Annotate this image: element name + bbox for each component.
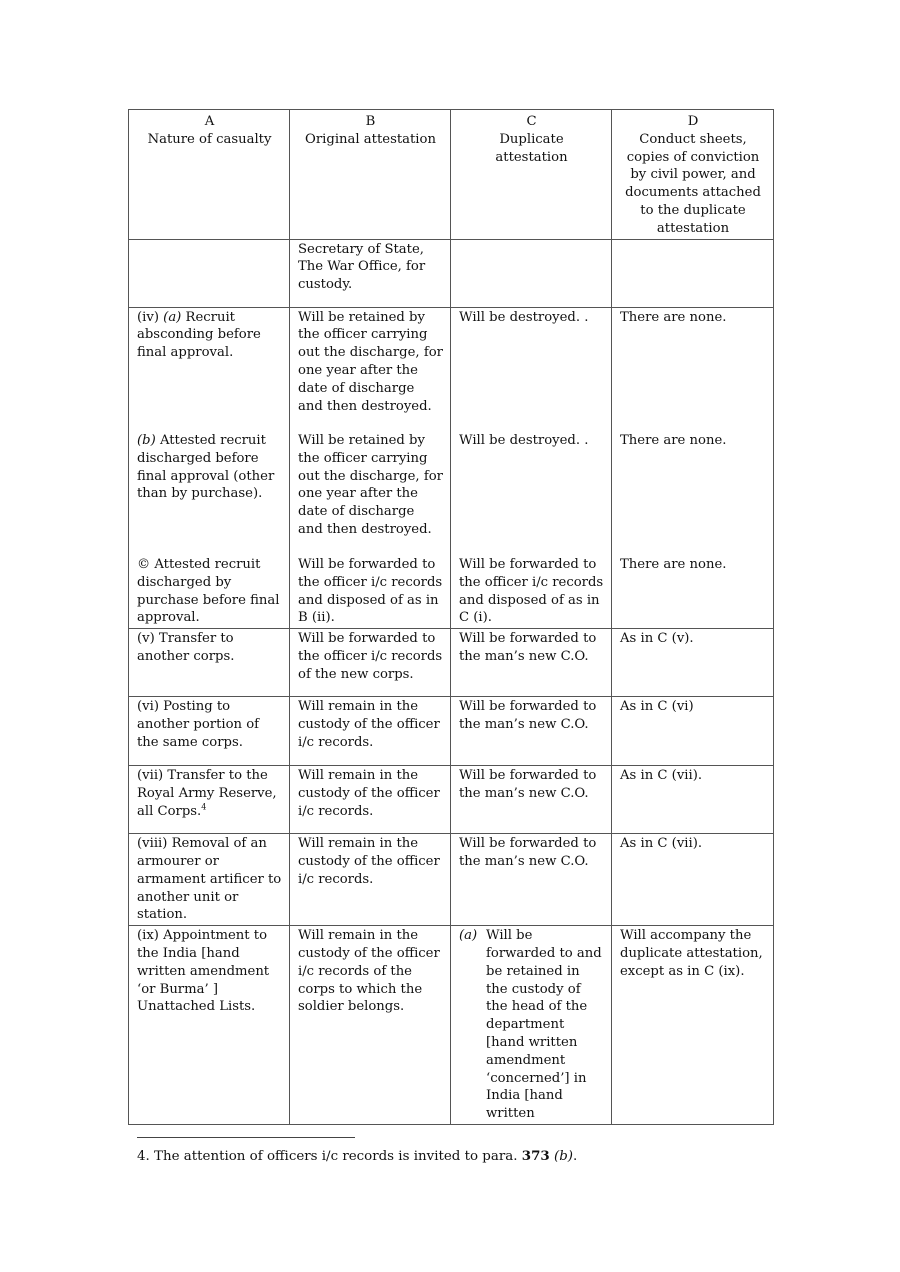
original-viii: Will remain in the custody of the officer i/c records.: [298, 836, 440, 887]
footnote-para-sub: (b): [554, 1149, 574, 1164]
table-cell: [451, 926, 612, 1125]
duplicate-iv-a: Will be destroyed. .: [459, 309, 589, 325]
table-cell: [451, 431, 612, 555]
conduct-viii: As in C (vii).: [620, 836, 703, 852]
table-cell: [612, 697, 774, 766]
table-cell: [451, 697, 612, 766]
duplicate-ix: [459, 927, 604, 1123]
original-vi: Will remain in the custody of the officer i/c records.: [298, 699, 440, 750]
table-cell: [612, 926, 774, 1125]
table-cell: [451, 555, 612, 629]
table-cell: [290, 926, 451, 1125]
column-letter-d: D: [687, 114, 699, 129]
conduct-vi: As in C (vi): [620, 699, 694, 715]
footnote-number: 4.: [137, 1149, 150, 1164]
original-v: Will be forwarded to the officer i/c records of the new corps.: [298, 631, 443, 682]
conduct-iv-a: There are none.: [620, 309, 727, 325]
list-label: (a): [459, 928, 478, 944]
footnote-end: .: [573, 1149, 578, 1164]
table-cell: [612, 307, 774, 431]
table-cell: [290, 834, 451, 926]
continued-original-attestation: Secretary of State, The War Office, for custody.: [298, 241, 426, 293]
footnote: [137, 1147, 577, 1166]
original-vii: Will remain in the custody of the officer i/c records.: [298, 768, 440, 819]
casualty-vii: (vii) Transfer to the Royal Army Reserve, all Corps.$^4$: [137, 768, 277, 819]
conduct-vii: As in C (vii).: [620, 768, 703, 784]
table-row: [129, 555, 774, 629]
table-row: [129, 834, 774, 926]
column-title-b: Original attestation: [305, 131, 436, 147]
duplicate-v: Will be forwarded to the man’s new C.O.: [459, 631, 597, 665]
column-header-a: [129, 110, 290, 240]
conduct-iv-b: There are none.: [620, 433, 727, 449]
original-iv-a: Will be retained by the officer carrying out the discharge, for one year after the date of discharge and then destroyed.: [298, 309, 443, 414]
table-cell: [612, 239, 774, 307]
casualty-ix: (ix) Appointment to the India [hand written amendment ‘or Burma’ ] Unattached Lists.: [137, 928, 270, 1015]
table-cell: [129, 926, 290, 1125]
table-cell: [612, 555, 774, 629]
original-iv-c: Will be forwarded to the officer i/c records and disposed of as in B (ii).: [298, 557, 443, 626]
table-row: [129, 239, 774, 307]
table-cell: [451, 629, 612, 697]
table-cell: [451, 834, 612, 926]
casualty-viii: (viii) Removal of an armourer or armament artificer to another unit or station.: [137, 836, 282, 923]
table-row: [129, 307, 774, 431]
column-letter-a: A: [204, 114, 215, 129]
duplicate-vi: Will be forwarded to the man’s new C.O.: [459, 699, 597, 733]
table-cell: [290, 697, 451, 766]
duplicate-iv-b: Will be destroyed. .: [459, 433, 589, 449]
table-row: [129, 431, 774, 555]
table-header-row: [129, 110, 774, 240]
original-ix: Will remain in the custody of the officer i/c records of the corps to which the soldier belongs.: [298, 928, 440, 1015]
table-cell: [129, 697, 290, 766]
table-cell: [290, 766, 451, 834]
duplicate-ix-text: Will be forwarded to and be retained in the custody of the head of the department [hand written amendment ‘concerned’] in India [hand written: [486, 928, 602, 1122]
table-cell: [612, 629, 774, 697]
table-cell: [129, 834, 290, 926]
table-cell: [451, 766, 612, 834]
casualty-v: (v) Transfer to another corps.: [137, 631, 235, 665]
conduct-ix: Will accompany the duplicate attestation, except as in C (ix).: [620, 928, 763, 979]
column-title-a: Nature of casualty: [147, 131, 272, 147]
table-cell: [290, 431, 451, 555]
casualty-iv-c: © Attested recruit discharged by purchase before final approval.: [137, 557, 280, 626]
table-cell: [129, 431, 290, 555]
table-cell: [129, 555, 290, 629]
table-cell: [290, 555, 451, 629]
footnote-para-number[interactable]: 373: [521, 1148, 550, 1164]
table-cell: [290, 239, 451, 307]
table-cell: [451, 239, 612, 307]
duplicate-viii: Will be forwarded to the man’s new C.O.: [459, 836, 597, 870]
casualty-iv-b: (b) Attested recruit discharged before final approval (other than by purchase).: [137, 433, 275, 502]
table-cell: [612, 766, 774, 834]
footnote-reference[interactable]: 4: [201, 802, 207, 812]
table-row: [129, 766, 774, 834]
table-cell: [129, 629, 290, 697]
column-header-d: [612, 110, 774, 240]
casualty-iv-a: (iv) (a) Recruit absconding before final approval.: [137, 309, 261, 361]
original-iv-b: Will be retained by the officer carrying out the discharge, for one year after the date of discharge and then destroyed.: [298, 433, 443, 538]
casualty-attestation-table: [128, 109, 774, 1125]
footnote-text: The attention of officers i/c records is invited to para.: [154, 1149, 518, 1164]
conduct-iv-c: There are none.: [620, 557, 727, 573]
table-row: [129, 697, 774, 766]
table-cell: [129, 239, 290, 307]
casualty-vi: (vi) Posting to another portion of the same corps.: [137, 699, 260, 750]
duplicate-iv-c: Will be forwarded to the officer i/c records and disposed of as in C (i).: [459, 557, 604, 626]
column-title-d: Conduct sheets, copies of conviction by civil power, and documents attached to the duplicate attestation: [625, 131, 761, 236]
duplicate-vii: Will be forwarded to the man’s new C.O.: [459, 768, 597, 802]
table-cell: [451, 307, 612, 431]
column-letter-c: C: [526, 114, 537, 129]
column-header-c: [451, 110, 612, 240]
table-cell: [290, 307, 451, 431]
table-row: [129, 926, 774, 1125]
table-cell: [129, 307, 290, 431]
table-cell: [612, 431, 774, 555]
conduct-v: As in C (v).: [620, 631, 694, 647]
table-row: [129, 629, 774, 697]
footnote-divider: [137, 1137, 355, 1138]
column-letter-b: B: [365, 114, 376, 129]
column-header-b: [290, 110, 451, 240]
column-title-c: Duplicate attestation: [495, 131, 568, 165]
table-cell: [612, 834, 774, 926]
table-cell: [290, 629, 451, 697]
table-cell: [129, 766, 290, 834]
